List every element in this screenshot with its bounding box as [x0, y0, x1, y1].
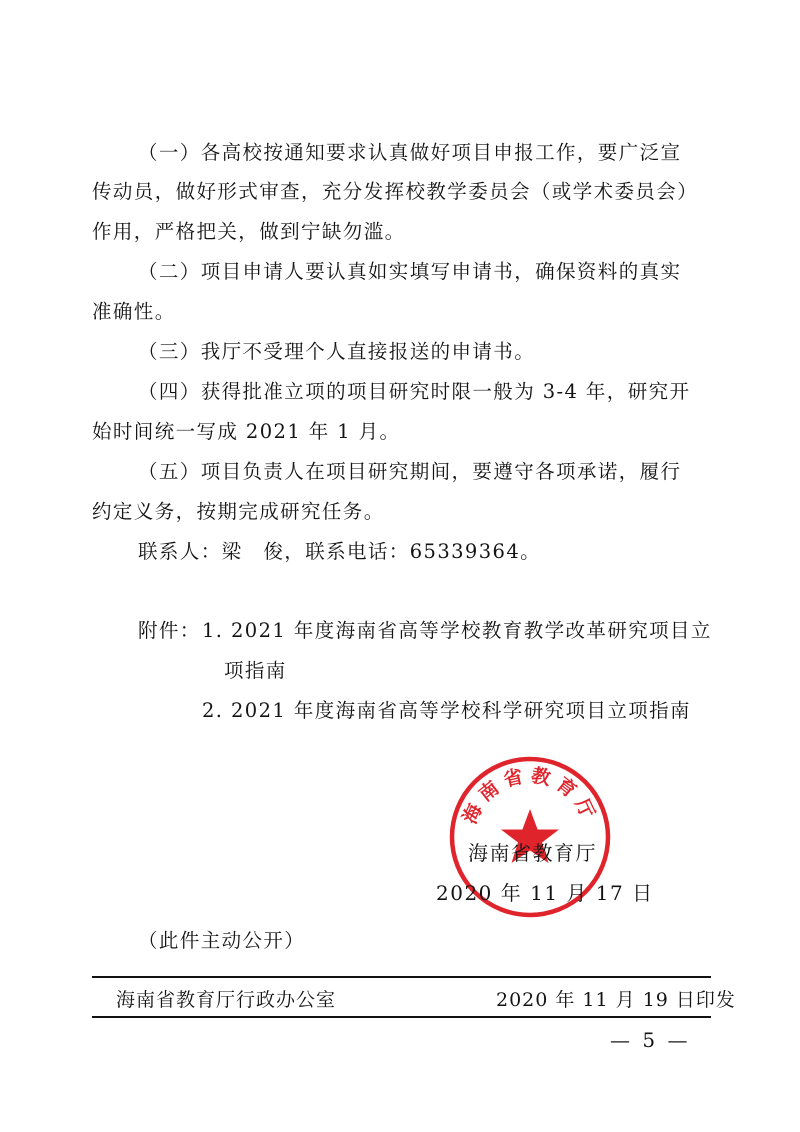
attachment-item-2: 2. 2021 年度海南省高等学校科学研究项目立项指南 [202, 699, 691, 722]
contact-line: 联系人：梁 俊，联系电话：65339364。 [138, 540, 542, 563]
paragraph-line: 作用，严格把关，做到宁缺勿滥。 [92, 220, 406, 243]
issuer-name: 海南省教育厅 [468, 841, 597, 865]
paragraph-line: （一）各高校按通知要求认真做好项目申报工作，要广泛宣 [138, 141, 682, 164]
paragraph-line: （二）项目申请人要认真如实填写申请书，确保资料的真实 [138, 260, 682, 283]
paragraph-line: （五）项目负责人在项目研究期间，要遵守各项承诺，履行 [138, 460, 682, 483]
attachment-label: 附件： [138, 619, 201, 642]
footer-office: 海南省教育厅行政办公室 [116, 989, 337, 1011]
paragraph-line: （四）获得批准立项的项目研究时限一般为 3-4 年，研究开 [138, 380, 691, 403]
paragraph-line: 始时间统一写成 2021 年 1 月。 [92, 420, 401, 443]
issue-date: 2020 年 11 月 17 日 [436, 881, 654, 905]
disclosure-note: （此件主动公开） [138, 929, 306, 952]
attachment-item-1-cont: 项指南 [224, 659, 287, 682]
footer-bottom-rule [92, 1016, 711, 1018]
footer-top-rule [92, 976, 711, 978]
paragraph-line: 约定义务，按期完成研究任务。 [92, 500, 385, 523]
paragraph-line: 传动员，做好形式审查，充分发挥校教学委员会（或学术委员会） [92, 180, 699, 203]
page-number: — 5 — [610, 1028, 691, 1052]
seal-arc-text-path: 海南省教育厅 [458, 764, 602, 828]
footer-print-date: 2020 年 11 月 19 日印发 [496, 989, 736, 1011]
paragraph-line: （三）我厅不受理个人直接报送的申请书。 [138, 340, 536, 363]
attachment-item-1: 1. 2021 年度海南省高等学校教育教学改革研究项目立 [202, 619, 712, 642]
paragraph-line: 准确性。 [92, 300, 176, 323]
